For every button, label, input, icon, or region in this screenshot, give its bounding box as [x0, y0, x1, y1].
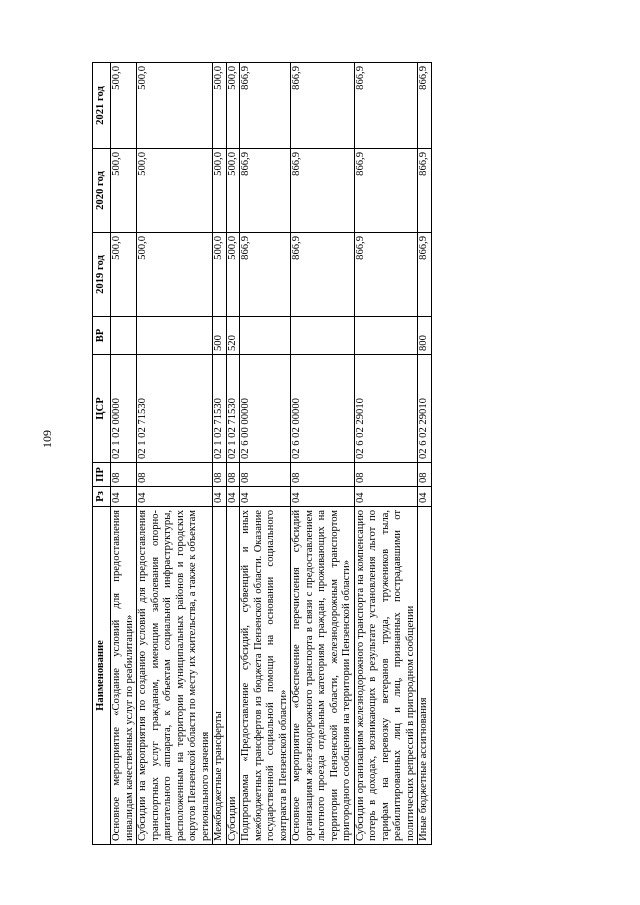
- cell-csr: 02 6 02 00000: [291, 355, 355, 463]
- rotated-table-container: [92, 63, 544, 845]
- cell-2021: 500,0: [111, 63, 137, 149]
- cell-vr: [354, 317, 418, 355]
- cell-2021: 500,0: [137, 63, 213, 149]
- cell-2021: 866,9: [240, 63, 291, 149]
- header-2020: 2020 год: [93, 149, 111, 233]
- table-row: [213, 63, 227, 845]
- cell-2020: 500,0: [226, 149, 240, 233]
- cell-vr: [111, 317, 137, 355]
- cell-2020: 866,9: [418, 149, 432, 233]
- cell-2019: 500,0: [111, 233, 137, 317]
- header-name: Наименование: [93, 507, 111, 845]
- cell-2020: 500,0: [137, 149, 213, 233]
- header-row: [93, 63, 111, 845]
- cell-csr: 02 1 02 71530: [137, 355, 213, 463]
- cell-rz: 04: [291, 487, 355, 507]
- table-row: [111, 63, 137, 845]
- cell-2020: 866,9: [354, 149, 418, 233]
- cell-2019: 866,9: [354, 233, 418, 317]
- cell-pr: 08: [240, 463, 291, 487]
- cell-rz: 04: [418, 487, 432, 507]
- cell-2019: 500,0: [226, 233, 240, 317]
- cell-name: Субсидии на мероприятия по созданию условий для предоставления транспортных услуг гражданам, имеющим заболевания опорно-двигательного аппарата, к объектам социальной инфраструктуры, расположенным на территории муниципальных районов и городских округов Пензенской области по месту их жительства, а также к объектам регионального значения: [137, 507, 213, 845]
- cell-rz: 04: [354, 487, 418, 507]
- cell-pr: 08: [354, 463, 418, 487]
- cell-rz: 04: [240, 487, 291, 507]
- table-row: [240, 63, 291, 845]
- cell-csr: 02 6 02 29010: [354, 355, 418, 463]
- cell-name: Основное мероприятие «Создание условий для предоставления инвалидам качественных услуг по реабилитации»: [111, 507, 137, 845]
- page-number: 109: [40, 430, 54, 448]
- header-pr: ПР: [93, 463, 111, 487]
- cell-pr: 08: [111, 463, 137, 487]
- cell-vr: [240, 317, 291, 355]
- cell-name: Субсидии организациям железнодорожного транспорта на компенсацию потерь в доходах, возникающих в результате установления льгот по тарифам на перевозку ветеранов труда, тружеников тыла, реабилитированных лиц и лиц, признанных пострадавшими от политических репрессий в пригородном сообщении: [354, 507, 418, 845]
- cell-pr: 08: [137, 463, 213, 487]
- cell-csr: 02 1 02 00000: [111, 355, 137, 463]
- cell-2021: 866,9: [418, 63, 432, 149]
- cell-rz: 04: [226, 487, 240, 507]
- cell-2021: 866,9: [291, 63, 355, 149]
- header-2019: 2019 год: [93, 233, 111, 317]
- cell-2019: 866,9: [418, 233, 432, 317]
- cell-vr: [137, 317, 213, 355]
- cell-2019: 500,0: [213, 233, 227, 317]
- table-row: [226, 63, 240, 845]
- header-rz: Рз: [93, 487, 111, 507]
- cell-name: Основное мероприятие «Обеспечение перечисления субсидий организациям железнодорожного транспорта в связи с предоставлением льготного проезда отдельным категориям граждан, проживающих на территории Пензенской области, железнодорожным транспортом пригородного сообщения на территории Пензенской области»: [291, 507, 355, 845]
- cell-name: Подпрограмма «Предоставление субсидий, субвенций и иных межбюджетных трансфертов из бюджета Пензенской области. Оказание государственной социальной помощи на основании социального контракта в Пензенской области»: [240, 507, 291, 845]
- cell-vr: 800: [418, 317, 432, 355]
- cell-2020: 500,0: [213, 149, 227, 233]
- budget-table: [92, 62, 432, 845]
- cell-rz: 04: [137, 487, 213, 507]
- cell-name: Иные бюджетные ассигнования: [418, 507, 432, 845]
- table-row: [137, 63, 213, 845]
- header-csr: ЦСР: [93, 355, 111, 463]
- cell-2021: 500,0: [226, 63, 240, 149]
- cell-2020: 866,9: [291, 149, 355, 233]
- table-row: [418, 63, 432, 845]
- cell-2019: 866,9: [240, 233, 291, 317]
- cell-pr: 08: [226, 463, 240, 487]
- cell-2019: 500,0: [137, 233, 213, 317]
- cell-2021: 866,9: [354, 63, 418, 149]
- cell-vr: 500: [213, 317, 227, 355]
- cell-2020: 866,9: [240, 149, 291, 233]
- cell-pr: 08: [213, 463, 227, 487]
- cell-vr: 520: [226, 317, 240, 355]
- cell-name: Субсидии: [226, 507, 240, 845]
- cell-csr: 02 1 02 71530: [213, 355, 227, 463]
- cell-2019: 866,9: [291, 233, 355, 317]
- table-header: [93, 63, 111, 845]
- header-2021: 2021 год: [93, 63, 111, 149]
- cell-2021: 500,0: [213, 63, 227, 149]
- cell-pr: 08: [291, 463, 355, 487]
- table-row: [291, 63, 355, 845]
- cell-vr: [291, 317, 355, 355]
- cell-csr: 02 1 02 71530: [226, 355, 240, 463]
- cell-name: Межбюджетные трансферты: [213, 507, 227, 845]
- cell-rz: 04: [213, 487, 227, 507]
- cell-csr: 02 6 02 29010: [418, 355, 432, 463]
- table-row: [354, 63, 418, 845]
- cell-csr: 02 6 00 00000: [240, 355, 291, 463]
- cell-pr: 08: [418, 463, 432, 487]
- cell-2020: 500,0: [111, 149, 137, 233]
- header-vr: ВР: [93, 317, 111, 355]
- cell-rz: 04: [111, 487, 137, 507]
- table-body: [111, 63, 432, 845]
